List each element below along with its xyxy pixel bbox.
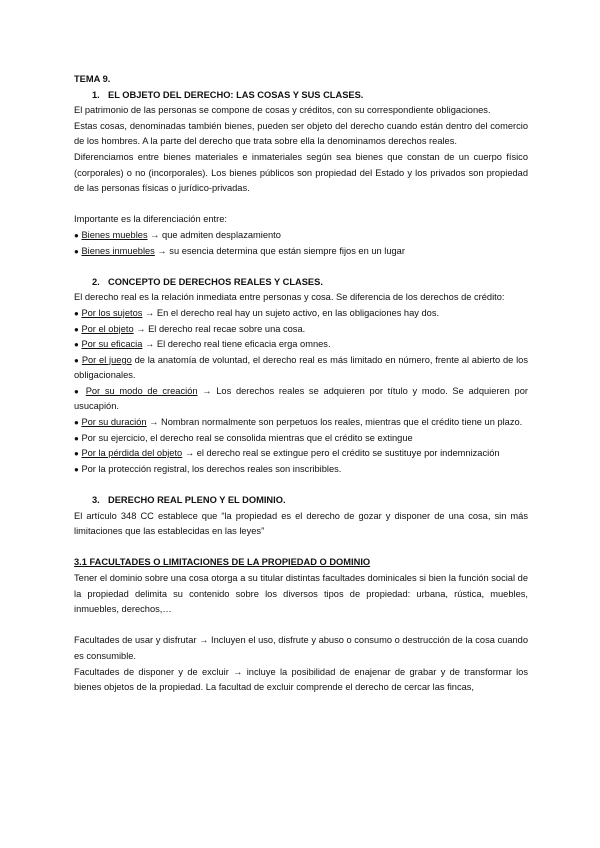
- section-1-heading: [74, 88, 528, 104]
- bullet-icon: ●: [74, 449, 79, 459]
- section-2-title: CONCEPTO DE DERECHOS REALES Y CLASES.: [108, 276, 323, 287]
- s31-paragraph-3: Facultades de disponer y de excluir → incluye la posibilidad de enajenar de grabar y de transformar los bienes objetos de la propiedad. La facultad de excluir comprende el derecho de cercar las fincas,: [74, 666, 528, 693]
- s2-bullet-2: ● Por su eficacia → El derecho real tiene eficacia erga omnes.: [74, 339, 331, 350]
- document-page: [74, 72, 528, 696]
- bullet-icon: ●: [74, 324, 79, 334]
- bullet-icon: ●: [74, 230, 79, 240]
- s1-bullet-1: ● Bienes inmuebles → su esencia determina que están siempre fijos en un lugar: [74, 245, 405, 256]
- section-3-title: DERECHO REAL PLENO Y EL DOMINIO.: [108, 495, 286, 506]
- section-2-number: 2.: [92, 276, 100, 287]
- section-1-number: 1.: [92, 89, 100, 100]
- s2-bullet-4: ● Por su modo de creación → Los derechos reales se adquieren por título y modo. Se adquieren por usucapión.: [74, 385, 528, 412]
- bullet-icon: ●: [74, 246, 79, 256]
- s31-paragraph-1: Tener el dominio sobre una cosa otorga a su titular distintas facultades dominicales si bien la función social de la propiedad delimita su contenido sobre los diversos tipos de propiedad: urbana, rústica, muebles, inmuebles, derechos,…: [74, 573, 528, 615]
- bullet-icon: ●: [74, 418, 79, 428]
- bullet-icon: ●: [74, 433, 79, 443]
- s2-bullet-1: ● Por el objeto → El derecho real recae sobre una cosa.: [74, 323, 306, 334]
- s2-bullet-3: ● Por el juego de la anatomía de voluntad, el derecho real es más limitado en número, frente al abierto de los obligacionales.: [74, 354, 528, 381]
- s1-paragraph-4: Importante es la diferenciación entre:: [74, 214, 227, 225]
- s1-paragraph-1: El patrimonio de las personas se compone de cosas y créditos, con su correspondiente obligaciones.: [74, 105, 491, 116]
- s1-paragraph-3: Diferenciamos entre bienes materiales e inmateriales según sea bienes que constan de un cuerpo físico (corporales) o no (incorporales). Los bienes públicos son propiedad del Estado y los privados son propiedad de las personas físicas o jurídico-privadas.: [74, 151, 528, 194]
- s2-bullet-8: ● Por la protección registral, los derechos reales son inscribibles.: [74, 463, 342, 474]
- bullet-icon: ●: [74, 386, 81, 396]
- section-1-title: EL OBJETO DEL DERECHO: LAS COSAS Y SUS CLASES.: [108, 89, 364, 100]
- bullet-icon: ●: [74, 355, 80, 365]
- s1-bullet-0: ● Bienes muebles → que admiten desplazamiento: [74, 229, 281, 240]
- s2-bullet-6: ● Por su ejercicio, el derecho real se consolida mientras que el crédito se extingue: [74, 432, 413, 443]
- s3-paragraph-1: El artículo 348 CC establece que “la propiedad es el derecho de gozar y disponer de una cosa, sin más limitaciones que las establecidas en las leyes”: [74, 510, 528, 537]
- bullet-icon: ●: [74, 464, 79, 474]
- document-title: TEMA 9.: [74, 74, 111, 84]
- s2-bullet-7: ● Por la pérdida del objeto → el derecho real se extingue pero el crédito se sustituye por indemnización: [74, 448, 500, 459]
- s2-paragraph-1: El derecho real es la relación inmediata entre personas y cosa. Se diferencia de los derechos de crédito:: [74, 292, 505, 303]
- s2-bullet-5: ● Por su duración → Nombran normalmente son perpetuos los reales, mientras que el crédito tiene un plazo.: [74, 417, 523, 428]
- bullet-icon: ●: [74, 340, 79, 350]
- s2-bullet-0: ● Por los sujetos → En el derecho real hay un sujeto activo, en las obligaciones hay dos.: [74, 307, 440, 318]
- section-2-heading: [74, 275, 528, 291]
- section-3-number: 3.: [92, 495, 100, 506]
- section-3-1-heading: 3.1 FACULTADES O LIMITACIONES DE LA PROPIEDAD O DOMINIO: [74, 557, 371, 568]
- s1-paragraph-2: Estas cosas, denominadas también bienes, pueden ser objeto del derecho cuando están dentro del comercio de los hombres. A la parte del derecho que trata sobre ella la denominamos derechos reales.: [74, 120, 528, 147]
- s31-paragraph-2: Facultades de usar y disfrutar → Incluyen el uso, disfrute y abuso o consumo o destrucción de la cosa cuando es consumible.: [74, 635, 528, 661]
- section-3-heading: [74, 493, 528, 509]
- bullet-icon: ●: [74, 308, 79, 318]
